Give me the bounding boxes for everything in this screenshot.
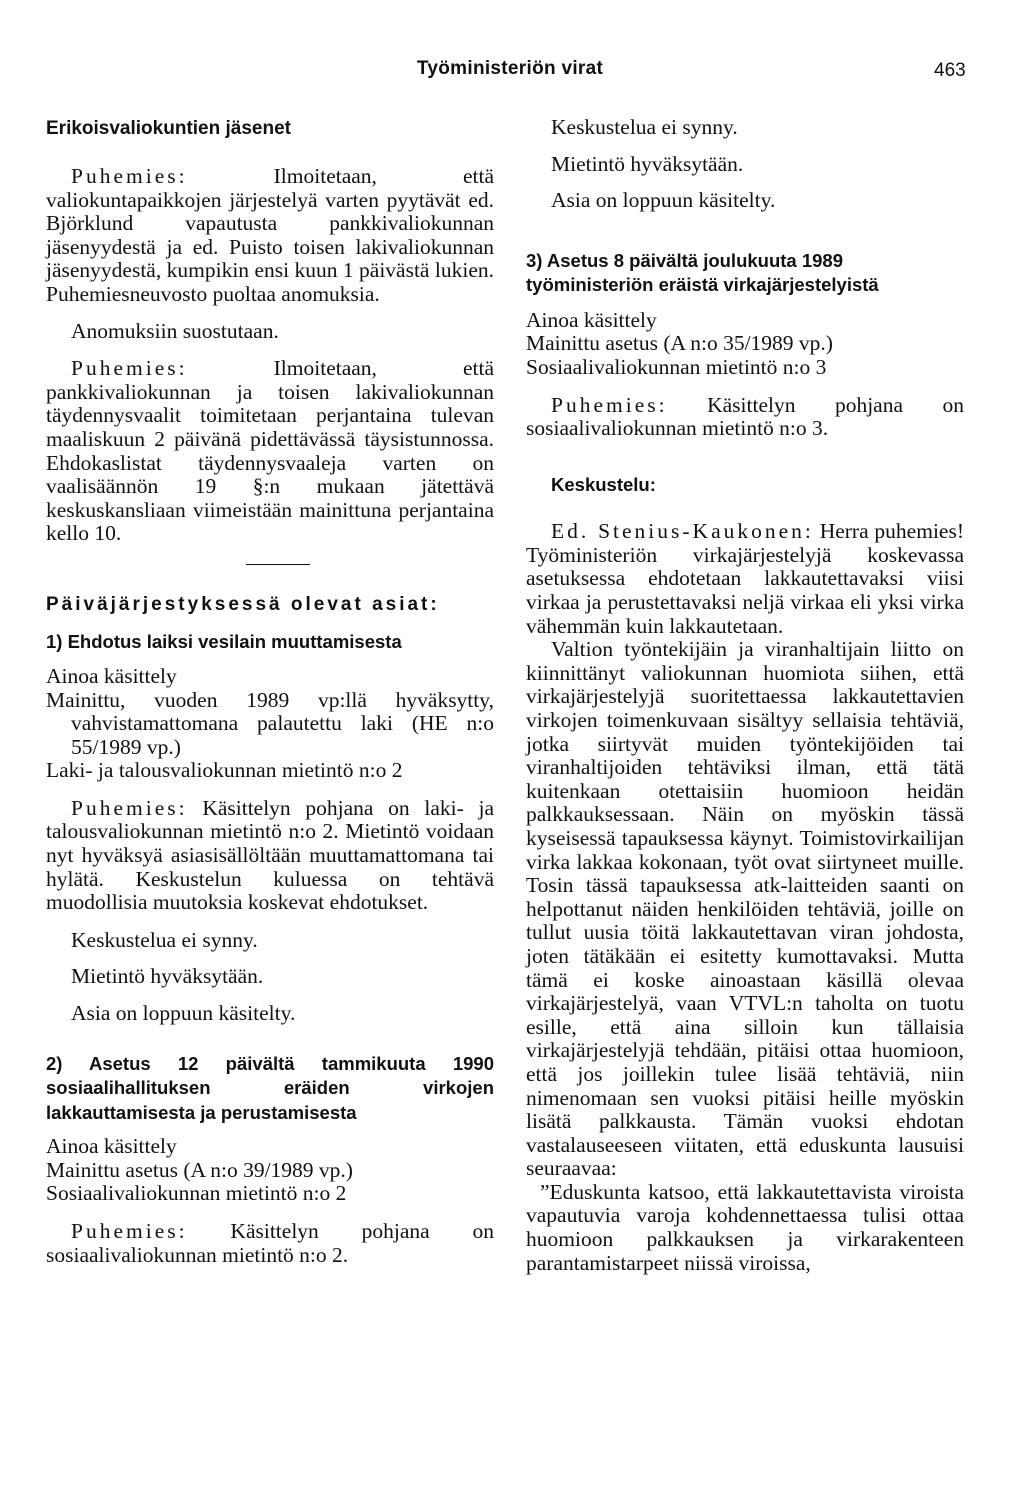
decision-line: Anomuksiin suostutaan. (71, 318, 279, 343)
item-3-speaker-paragraph (526, 394, 964, 441)
item-1-reference: Mainittu, vuoden 1989 vp:llä hyväksytty, vahvistamattomana palautettu laki (HE n:o 55/1989 vp.) (46, 687, 494, 759)
paragraph-text: Ilmoitetaan, että valiokuntapaikkojen järjestelyä varten pyytävät ed. Björklund vapautusta pankkivaliokunnan jäsenyydestä ja ed. Puisto toisen lakivaliokunnan jäsenyydestä, kumpikin ensi kuun 1 päivästä lukien. Puhemiesneuvosto puoltaa anomuksia. (46, 164, 494, 306)
speaker-label: Puhemies: (71, 164, 188, 188)
item-1-reading: Ainoa käsittely (46, 663, 177, 688)
item-3-reference: Mainittu asetus (A n:o 35/1989 vp.) (526, 331, 833, 356)
section-divider (246, 564, 310, 566)
item-2-report: Sosiaalivaliokunnan mietintö n:o 2 (46, 1181, 347, 1206)
paragraph-speaker-2 (46, 357, 494, 546)
decision-line: Keskustelua ei synny. (71, 927, 258, 952)
section-title: Erikoisvaliokuntien jäsenet (46, 118, 291, 139)
item-3-report: Sosiaalivaliokunnan mietintö n:o 3 (526, 354, 827, 379)
left-column (46, 114, 494, 1267)
paragraph-speaker-1 (46, 165, 494, 307)
decision-line: Mietintö hyväksytään. (71, 964, 264, 989)
item-3-reading: Ainoa käsittely (526, 307, 657, 332)
item-2-speaker-paragraph (46, 1220, 494, 1267)
decision-line: Mietintö hyväksytään. (551, 151, 744, 176)
item-2-reading: Ainoa käsittely (46, 1134, 177, 1159)
speaker-label: Puhemies: (71, 356, 188, 381)
item-2-title: 2) Asetus 12 päivältä tammikuuta 1990 sosiaalihallituksen eräiden virkojen lakkauttamisesta ja perustamisesta (46, 1052, 494, 1123)
paragraph-text: Käsittelyn pohjana on sosiaalivaliokunnan mietintö n:o 3. (526, 392, 965, 441)
right-column (526, 114, 964, 1275)
paragraph-text: Käsittelyn pohjana on sosiaalivaliokunnan mietintö n:o 2. (46, 1218, 494, 1267)
speaker-label: Ed. Stenius-Kaukonen: (551, 519, 814, 544)
paragraph-text: Ilmoitetaan, että pankkivaliokunnan ja toisen lakivaliokunnan täydennysvaalit toimitetaan perjantaina tulevan maaliskuun 2 päivänä pidettävässä täysistunnossa. Ehdokaslistat täydennysvaaleja varten on vaalisäännön 19 §:n mukaan jätettävä keskuskansliaan viimeistään mainittuna perjantaina kello 10. (46, 356, 494, 546)
page-number: 463 (934, 60, 966, 81)
speaker-label: Puhemies: (71, 1218, 188, 1243)
agenda-heading: Päiväjärjestyksessä olevat asiat: (46, 594, 440, 616)
decision-line: Asia on loppuun käsitelty. (71, 1001, 296, 1026)
item-2-reference: Mainittu asetus (A n:o 39/1989 vp.) (46, 1157, 353, 1182)
decision-line: Keskustelua ei synny. (551, 115, 738, 139)
item-1-title: 1) Ehdotus laiksi vesilain muuttamisesta (46, 631, 402, 653)
decision-line: Asia on loppuun käsitelty. (551, 188, 776, 213)
running-header: Työministeriön virat (416, 58, 604, 79)
speaker-label: Puhemies: (551, 392, 668, 417)
speech-paragraph-1 (526, 520, 964, 638)
speaker-label: Puhemies: (71, 795, 188, 820)
item-1-report: Laki- ja talousvaliokunnan mietintö n:o 2 (46, 758, 403, 783)
speech-quote: ”Eduskunta katsoo, että lakkautettavista viroista vapautuvia varoja kohdennettaessa tulisi ottaa huomioon palkkauksen ja virkarakenteen parantamistarpeet niissä viroissa, (526, 1179, 964, 1275)
paragraph-text: Herra puhemies! Työministeriön virkajärjestelyjä koskevassa asetuksessa ehdotetaan lakkautettavaksi viisi virkaa ja perustettavaksi neljä virkaa eli yksi virka vähemmän kuin lakkautetaan. (526, 519, 964, 638)
discussion-heading: Keskustelu: (551, 473, 656, 495)
paragraph-text: Käsittelyn pohjana on laki- ja talousvaliokunnan mietintö n:o 2. Mietintö voidaan nyt hyväksyä asiasisällöltään muuttamattomana tai hylätä. Keskustelun kuluessa on tehtävä muodollisia muutoksia koskevat ehdotukset. (46, 795, 494, 915)
speech-paragraph-2: Valtion työntekijäin ja viranhaltijain liitto on kiinnittänyt valiokunnan huomiota siihen, että virkajärjestelyjä suoritettaessa lakkautettavien virkojen toimenkuvaan sisältyy sellaisia tehtäviä, jotka siirtyvät muiden työntekijöiden tai viranhaltijoiden tehtäviksi ilman, että tätä kuitenkaan otettaisiin huomioon heidän palkkauksessaan. Näin on myöskin tässä kyseisessä tapauksessa käynyt. Toimistovirkailijan virka lakkaa kokonaan, työt ovat siirtyneet muille. Tosin tässä tapauksessa atk-laitteiden saanti on helpottanut näiden henkilöiden tehtäviä, joille on tullut uusia töitä lakkautettavan viran johdosta, joten tätäkään ei esitetty kumottavaksi. Mutta tämä ei koske ainoastaan käsillä olevaa virkajärjestelyä, vaan VTVL:n taholta on tuotu esille, että aina silloin kun tällaisia virkajärjestelyjä tehdään, pitäisi ottaa huomioon, että jos joillekin tulee lisää tehtäviä, niin nimenomaan sen vuoksi pitäisi heille myöskin lisätä palkkausta. Tämän vuoksi ehdotan vastalauseeseen viitaten, että eduskunta lausuisi seuraavaa: (526, 637, 964, 1181)
item-3-title: 3) Asetus 8 päivältä joulukuuta 1989 työministeriön eräistä virkajärjestelyistä (526, 249, 879, 296)
item-1-speaker-paragraph (46, 797, 494, 915)
